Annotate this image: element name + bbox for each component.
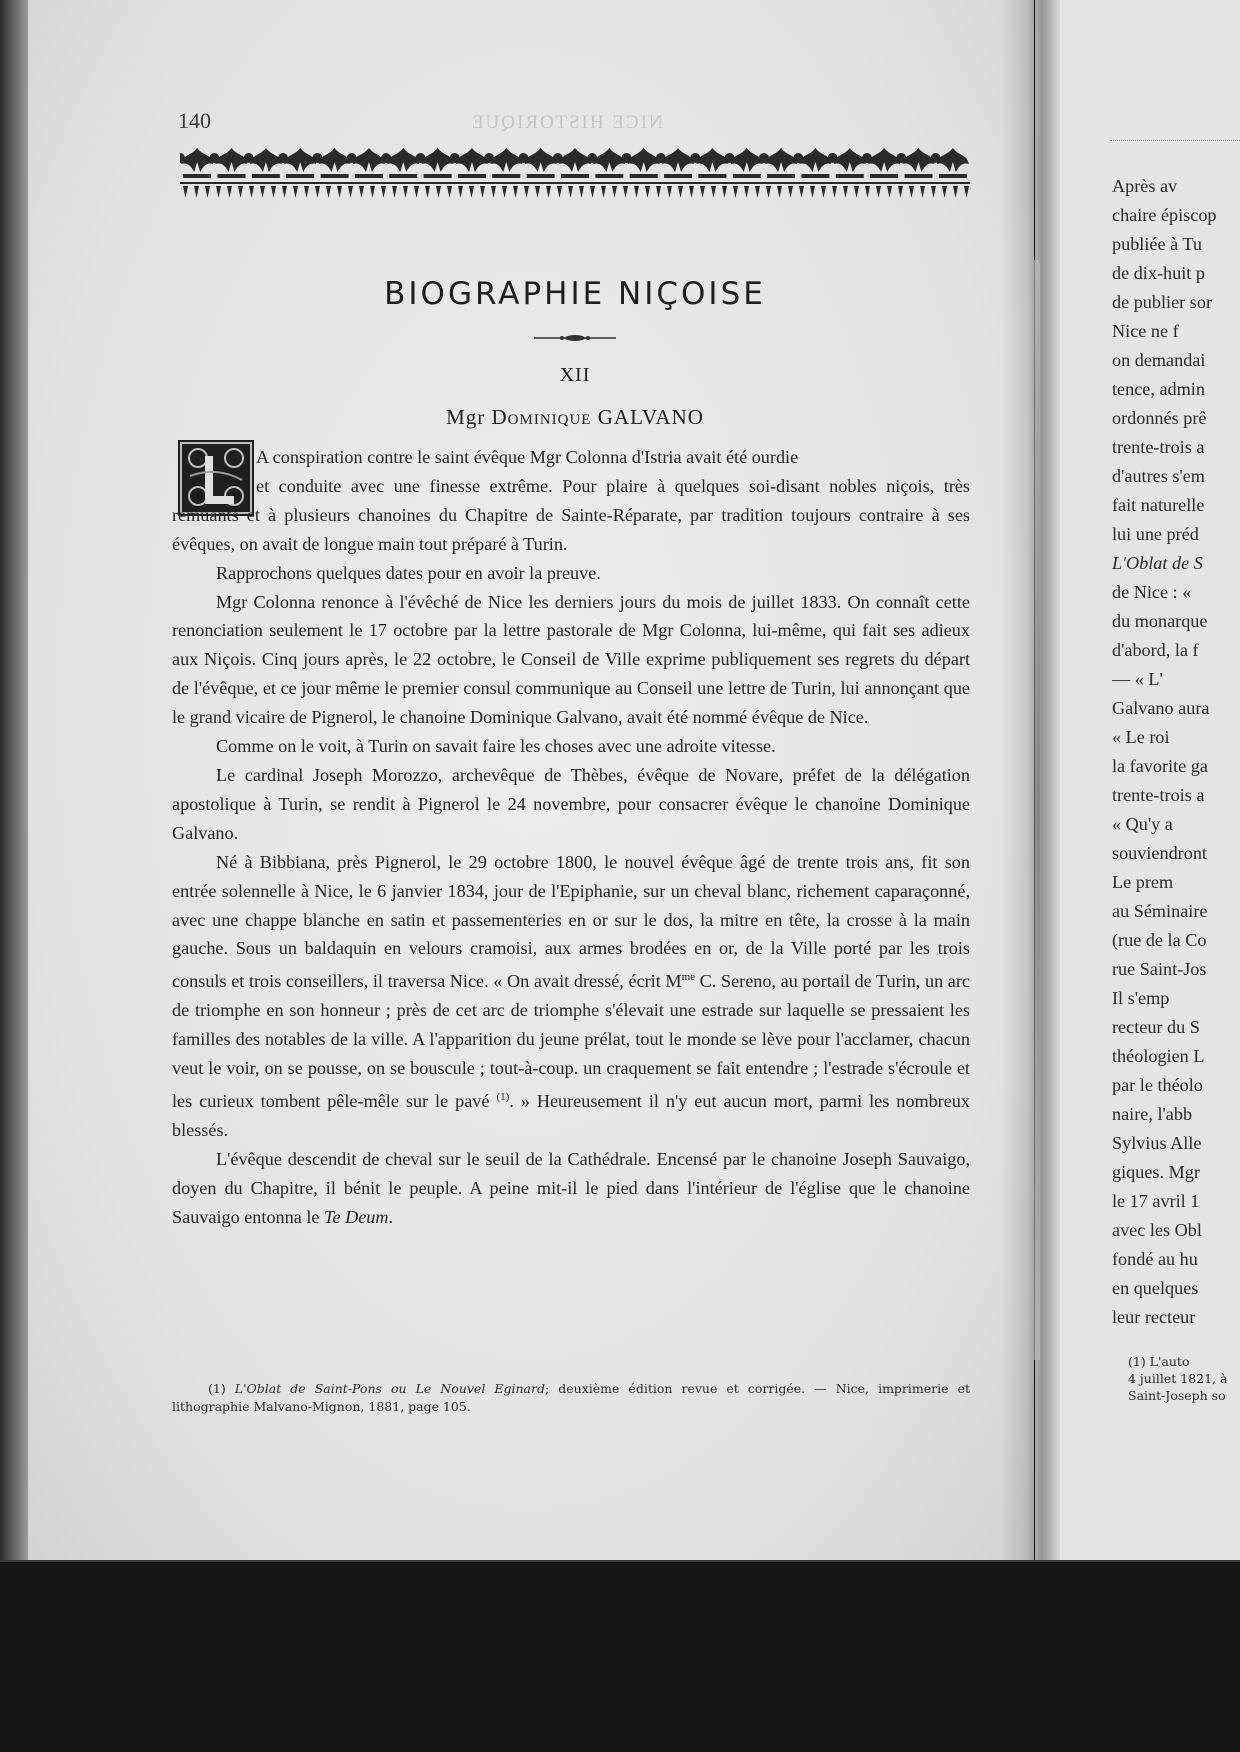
ornament-tick	[491, 186, 496, 198]
right-page-line: (rue de la Co	[1112, 930, 1207, 950]
ornament-tick	[249, 186, 254, 198]
paragraph-3: Mgr Colonna renonce à l'évêché de Nice les derniers jours du mois de juillet 1833. On connaît cette renonciation seulement le 17 octobre par la lettre pastorale de Mgr Colonna, lui-même, qui fait ses adieux aux Niçois. Cinq jours après, le 22 octobre, le Conseil de Ville exprime publiquement ses regrets du départ de l'évêque, et ce jour même le premier consul communique au Conseil une lettre de Turin, lui annonçant que le grand vicaire de Pignerol, le chanoine Dominique Galvano, avait été nommé évêque de Nice.	[172, 591, 970, 728]
book-edge	[0, 0, 28, 1560]
right-page-line: L'Oblat de S	[1112, 553, 1203, 573]
right-page-line: Le prem	[1112, 872, 1174, 892]
ornament-tick	[744, 186, 749, 198]
ornament-tick	[590, 186, 595, 198]
right-page-note-line: Saint-Joseph so	[1128, 1388, 1226, 1403]
ornament-rule	[180, 182, 970, 184]
right-page-line: naire, l'abb	[1112, 1104, 1193, 1124]
body-text	[172, 447, 970, 1232]
ornament-tick	[381, 186, 386, 198]
fleuron	[656, 148, 694, 178]
fleuron	[278, 148, 316, 178]
paragraph-2: Rapprochons quelques dates pour en avoir la preuve.	[216, 562, 601, 583]
right-page-line: — « L'	[1112, 669, 1163, 689]
ornament-tick	[337, 186, 342, 198]
ornament-tick	[678, 186, 683, 198]
footnote-reference: (1)	[496, 1091, 510, 1103]
running-head-showthrough: NICE HISTORIQUE	[470, 112, 663, 133]
ornament-tick	[953, 186, 958, 198]
ornament-tick	[458, 186, 463, 198]
right-page-line: on demandai	[1112, 350, 1206, 370]
right-page-line: trente-trois a	[1112, 785, 1205, 805]
fleuron	[828, 148, 866, 178]
right-page-line: de dix-huit p	[1112, 263, 1205, 283]
ornament-tick	[238, 186, 243, 198]
right-page-line: tence, admin	[1112, 379, 1205, 399]
right-page-line: avec les Obl	[1112, 1220, 1202, 1240]
subject-last-name: GALVANO	[597, 405, 704, 429]
paragraph-1: et conduite avec une finesse extrême. Pour plaire à quelques soi-disant nobles niçois, très remuants et à plusieurs chanoines du Chapitre de Sainte-Réparate, par tradition toujours contraire à ses évêques, on avait de longue main tout préparé à Turin.	[172, 475, 970, 554]
fleuron	[587, 148, 625, 178]
ornament-tick	[304, 186, 309, 198]
superscript-me: me	[681, 971, 696, 984]
fleuron	[312, 148, 350, 178]
paragraph-1-first-line: A conspiration contre le saint évêque Mgr Colonna d'Istria avait été ourdie	[256, 447, 799, 467]
ornament-tick	[315, 186, 320, 198]
right-page-line: Il s'emp	[1112, 988, 1170, 1008]
ornament-tick	[183, 186, 188, 198]
ornament-tick	[832, 186, 837, 198]
ornament-tick	[810, 186, 815, 198]
ornament-tick	[843, 186, 848, 198]
ornament-tick	[480, 186, 485, 198]
ornament-tick	[535, 186, 540, 198]
ornament-tick	[656, 186, 661, 198]
fleuron	[209, 148, 247, 178]
fleuron	[518, 148, 556, 178]
right-page-line: le 17 avril 1	[1112, 1191, 1200, 1211]
ornament-tick	[700, 186, 705, 198]
right-page-line: au Séminaire	[1112, 901, 1208, 921]
ornament-tick	[634, 186, 639, 198]
fleuron	[415, 148, 453, 178]
ornament-tick	[755, 186, 760, 198]
page-edge-shadow	[1034, 260, 1040, 1360]
book-gutter	[1000, 0, 1060, 1565]
fleuron	[690, 148, 728, 178]
ornament-tick	[568, 186, 573, 198]
ornament-tick	[898, 186, 903, 198]
right-page-line: par le théolo	[1112, 1075, 1203, 1095]
right-page-line: du monarque	[1112, 611, 1208, 631]
chapter-subject	[180, 405, 970, 430]
right-page-line: fait naturelle	[1112, 495, 1205, 515]
ornament-tick	[513, 186, 518, 198]
paragraph-6-part-c: . » Heureusement il n'y eut aucun mort, parmi les nombreux blessés.	[172, 1091, 970, 1140]
page-number: 140	[178, 108, 211, 133]
ornament-tick	[205, 186, 210, 198]
fleuron	[896, 148, 934, 178]
ornament-tick	[524, 186, 529, 198]
page-title: BIOGRAPHIE NIÇOISE	[384, 276, 766, 312]
right-page-line: souviendront	[1112, 843, 1207, 863]
ornament-tick	[876, 186, 881, 198]
fleuron	[759, 148, 797, 178]
right-page-line: leur recteur	[1112, 1307, 1196, 1327]
paragraph-7-part-b: .	[388, 1206, 394, 1227]
ornament-tick	[579, 186, 584, 198]
fleuron	[622, 148, 660, 178]
ornament-tick	[711, 186, 716, 198]
right-page-line: de publier sor	[1112, 292, 1213, 312]
ornament-tick	[766, 186, 771, 198]
fleuron	[793, 148, 831, 178]
ornament-tick	[601, 186, 606, 198]
ornament-tick	[733, 186, 738, 198]
ornament-tick	[392, 186, 397, 198]
subject-first-name: Dominique	[491, 405, 592, 429]
ornament-tick	[260, 186, 265, 198]
right-page-line: giques. Mgr	[1112, 1162, 1200, 1182]
fleuron	[347, 148, 385, 178]
fleuron	[862, 148, 900, 178]
te-deum-italic: Te Deum	[324, 1206, 389, 1227]
right-page-text-fragment	[1112, 172, 1240, 1332]
footnote	[172, 1380, 970, 1416]
right-page-line: de Nice : «	[1112, 582, 1192, 602]
ornament-tick	[942, 186, 947, 198]
ornament-tick	[645, 186, 650, 198]
paragraph-5: Le cardinal Joseph Morozzo, archevêque de Thèbes, évêque de Novare, préfet de la délégation apostolique à Turin, se rendit à Pignerol le 24 novembre, pour consacrer évêque le chanoine Dominique Galvano.	[172, 764, 970, 843]
ornament-tick	[788, 186, 793, 198]
ornament-tick	[271, 186, 276, 198]
fleuron	[244, 148, 282, 178]
footnote-title: L'Oblat de Saint-Pons ou Le Nouvel Eginard	[234, 1381, 545, 1396]
ornament-tick	[502, 186, 507, 198]
ornament-tick	[370, 186, 375, 198]
right-page-line: en quelques	[1112, 1278, 1199, 1298]
right-page-footnote-fragment	[1128, 1353, 1240, 1404]
scanner-bed	[0, 1562, 1240, 1752]
ornament-tick	[777, 186, 782, 198]
ornament-tick	[623, 186, 628, 198]
fleuron	[484, 148, 522, 178]
ornament-tick	[359, 186, 364, 198]
ornament-tick	[667, 186, 672, 198]
ornament-tick	[326, 186, 331, 198]
right-page-line: « Le roi	[1112, 727, 1170, 747]
right-page-line: Sylvius Alle	[1112, 1133, 1202, 1153]
right-page-line: théologien L	[1112, 1046, 1205, 1066]
right-page-line: Galvano aura	[1112, 698, 1210, 718]
ornament-tick	[403, 186, 408, 198]
ornament-tick	[447, 186, 452, 198]
ornament-tick	[216, 186, 221, 198]
fleuron	[931, 148, 969, 178]
fleuron	[725, 148, 763, 178]
right-page-line: fondé au hu	[1112, 1249, 1198, 1269]
ornament-tick	[293, 186, 298, 198]
ornament-tick	[557, 186, 562, 198]
footnote-text: ; deuxième édition revue et corrigée. — Nice, imprimerie et lithographie Malvano-Mignon, 1881, page 105.	[172, 1381, 970, 1414]
right-page-line: Après av	[1112, 176, 1178, 196]
ornament-tick	[799, 186, 804, 198]
subject-prefix: Mgr	[446, 405, 486, 429]
paragraph-6-part-a: Né à Bibbiana, près Pignerol, le 29 octobre 1800, le nouvel évêque âgé de trente trois ans, fit son entrée solennelle à Nice, le 6 janvier 1834, jour de l'Epiphanie, sur un cheval blanc, richement caparaçonné, avec une chappe blanche en satin et passementeries en or sur le dos, la mitre en tête, la crosse à la main gauche. Sous un baldaquin en velours cramoisi, aux armes brodées en or, de la Ville porté par les trois consuls et trois conseillers, il traversa Nice. « On avait dressé, écrit M	[172, 851, 970, 992]
ornament-tick	[348, 186, 353, 198]
ornament-tick	[964, 186, 969, 198]
paragraph-6	[172, 848, 970, 1145]
right-page-line: Nice ne f	[1112, 321, 1179, 341]
ornament-tick	[414, 186, 419, 198]
ornament-tick	[821, 186, 826, 198]
right-page-line: rue Saint-Jos	[1112, 959, 1207, 979]
ornament-tick	[436, 186, 441, 198]
ornament-tick	[865, 186, 870, 198]
paragraph-7-part-a: L'évêque descendit de cheval sur le seuil de la Cathédrale. Encensé par le chanoine Joseph Sauvaigo, doyen du Chapitre, il bénit le peuple. A peine mit-il le pied dans l'intérieur de l'église que le chanoine Sauvaigo entonna le	[172, 1148, 970, 1227]
ornament-tick	[909, 186, 914, 198]
right-page-line: trente-trois a	[1112, 437, 1205, 457]
right-page-line: « Qu'y a	[1112, 814, 1173, 834]
right-page-line: publiée à Tu	[1112, 234, 1202, 254]
ornament-tick	[194, 186, 199, 198]
ornament-tick	[282, 186, 287, 198]
ornament-tick	[425, 186, 430, 198]
ornament-tick	[227, 186, 232, 198]
right-page-note-line: (1) L'auto	[1128, 1354, 1190, 1369]
fleuron	[450, 148, 488, 178]
ornament-tick	[469, 186, 474, 198]
fleuron	[180, 148, 213, 178]
ornament-tick	[931, 186, 936, 198]
ornament-tick	[854, 186, 859, 198]
ornament-tick	[722, 186, 727, 198]
right-page-line: chaire épiscop	[1112, 205, 1217, 225]
title-divider	[530, 331, 620, 343]
right-page-header-rule	[1110, 140, 1240, 141]
paragraph-7	[172, 1145, 970, 1232]
paragraph-4: Comme on le voit, à Turin on savait faire les choses avec une adroite vitesse.	[216, 736, 776, 757]
paragraph-6-part-b: C. Sereno, au portail de Turin, un arc de triomphe en son honneur ; près de cet arc de triomphe s'élevait une estrade sur laquelle se pressaient les familles des notables de la ville. A l'apparition du jeune prélat, tout le monde se lève pour l'acclamer, chacun veut le voir, on se pousse, on se bouscule ; tout-à-coup. un craquement se fait entendre ; l'estrade s'écroule et les curieux tombent pêle-mêle sur le pavé	[172, 971, 970, 1112]
right-page-line: d'abord, la f	[1112, 640, 1199, 660]
ornament-tick	[689, 186, 694, 198]
right-page-line: recteur du S	[1112, 1017, 1200, 1037]
right-page-note-line: 4 juillet 1821, à	[1128, 1371, 1228, 1386]
ornament-tick	[546, 186, 551, 198]
chapter-number: XII	[559, 364, 591, 386]
fleuron	[381, 148, 419, 178]
ornament-tick	[920, 186, 925, 198]
fleuron	[553, 148, 591, 178]
right-page-line: lui une préd	[1112, 524, 1199, 544]
ornament-tick	[887, 186, 892, 198]
fleuron-ornament-band	[180, 140, 970, 206]
ornament-tick	[612, 186, 617, 198]
footnote-mark: (1)	[208, 1381, 226, 1396]
right-page-line: ordonnés prê	[1112, 408, 1207, 428]
right-page-line: d'autres s'em	[1112, 466, 1205, 486]
right-page-line: la favorite ga	[1112, 756, 1208, 776]
